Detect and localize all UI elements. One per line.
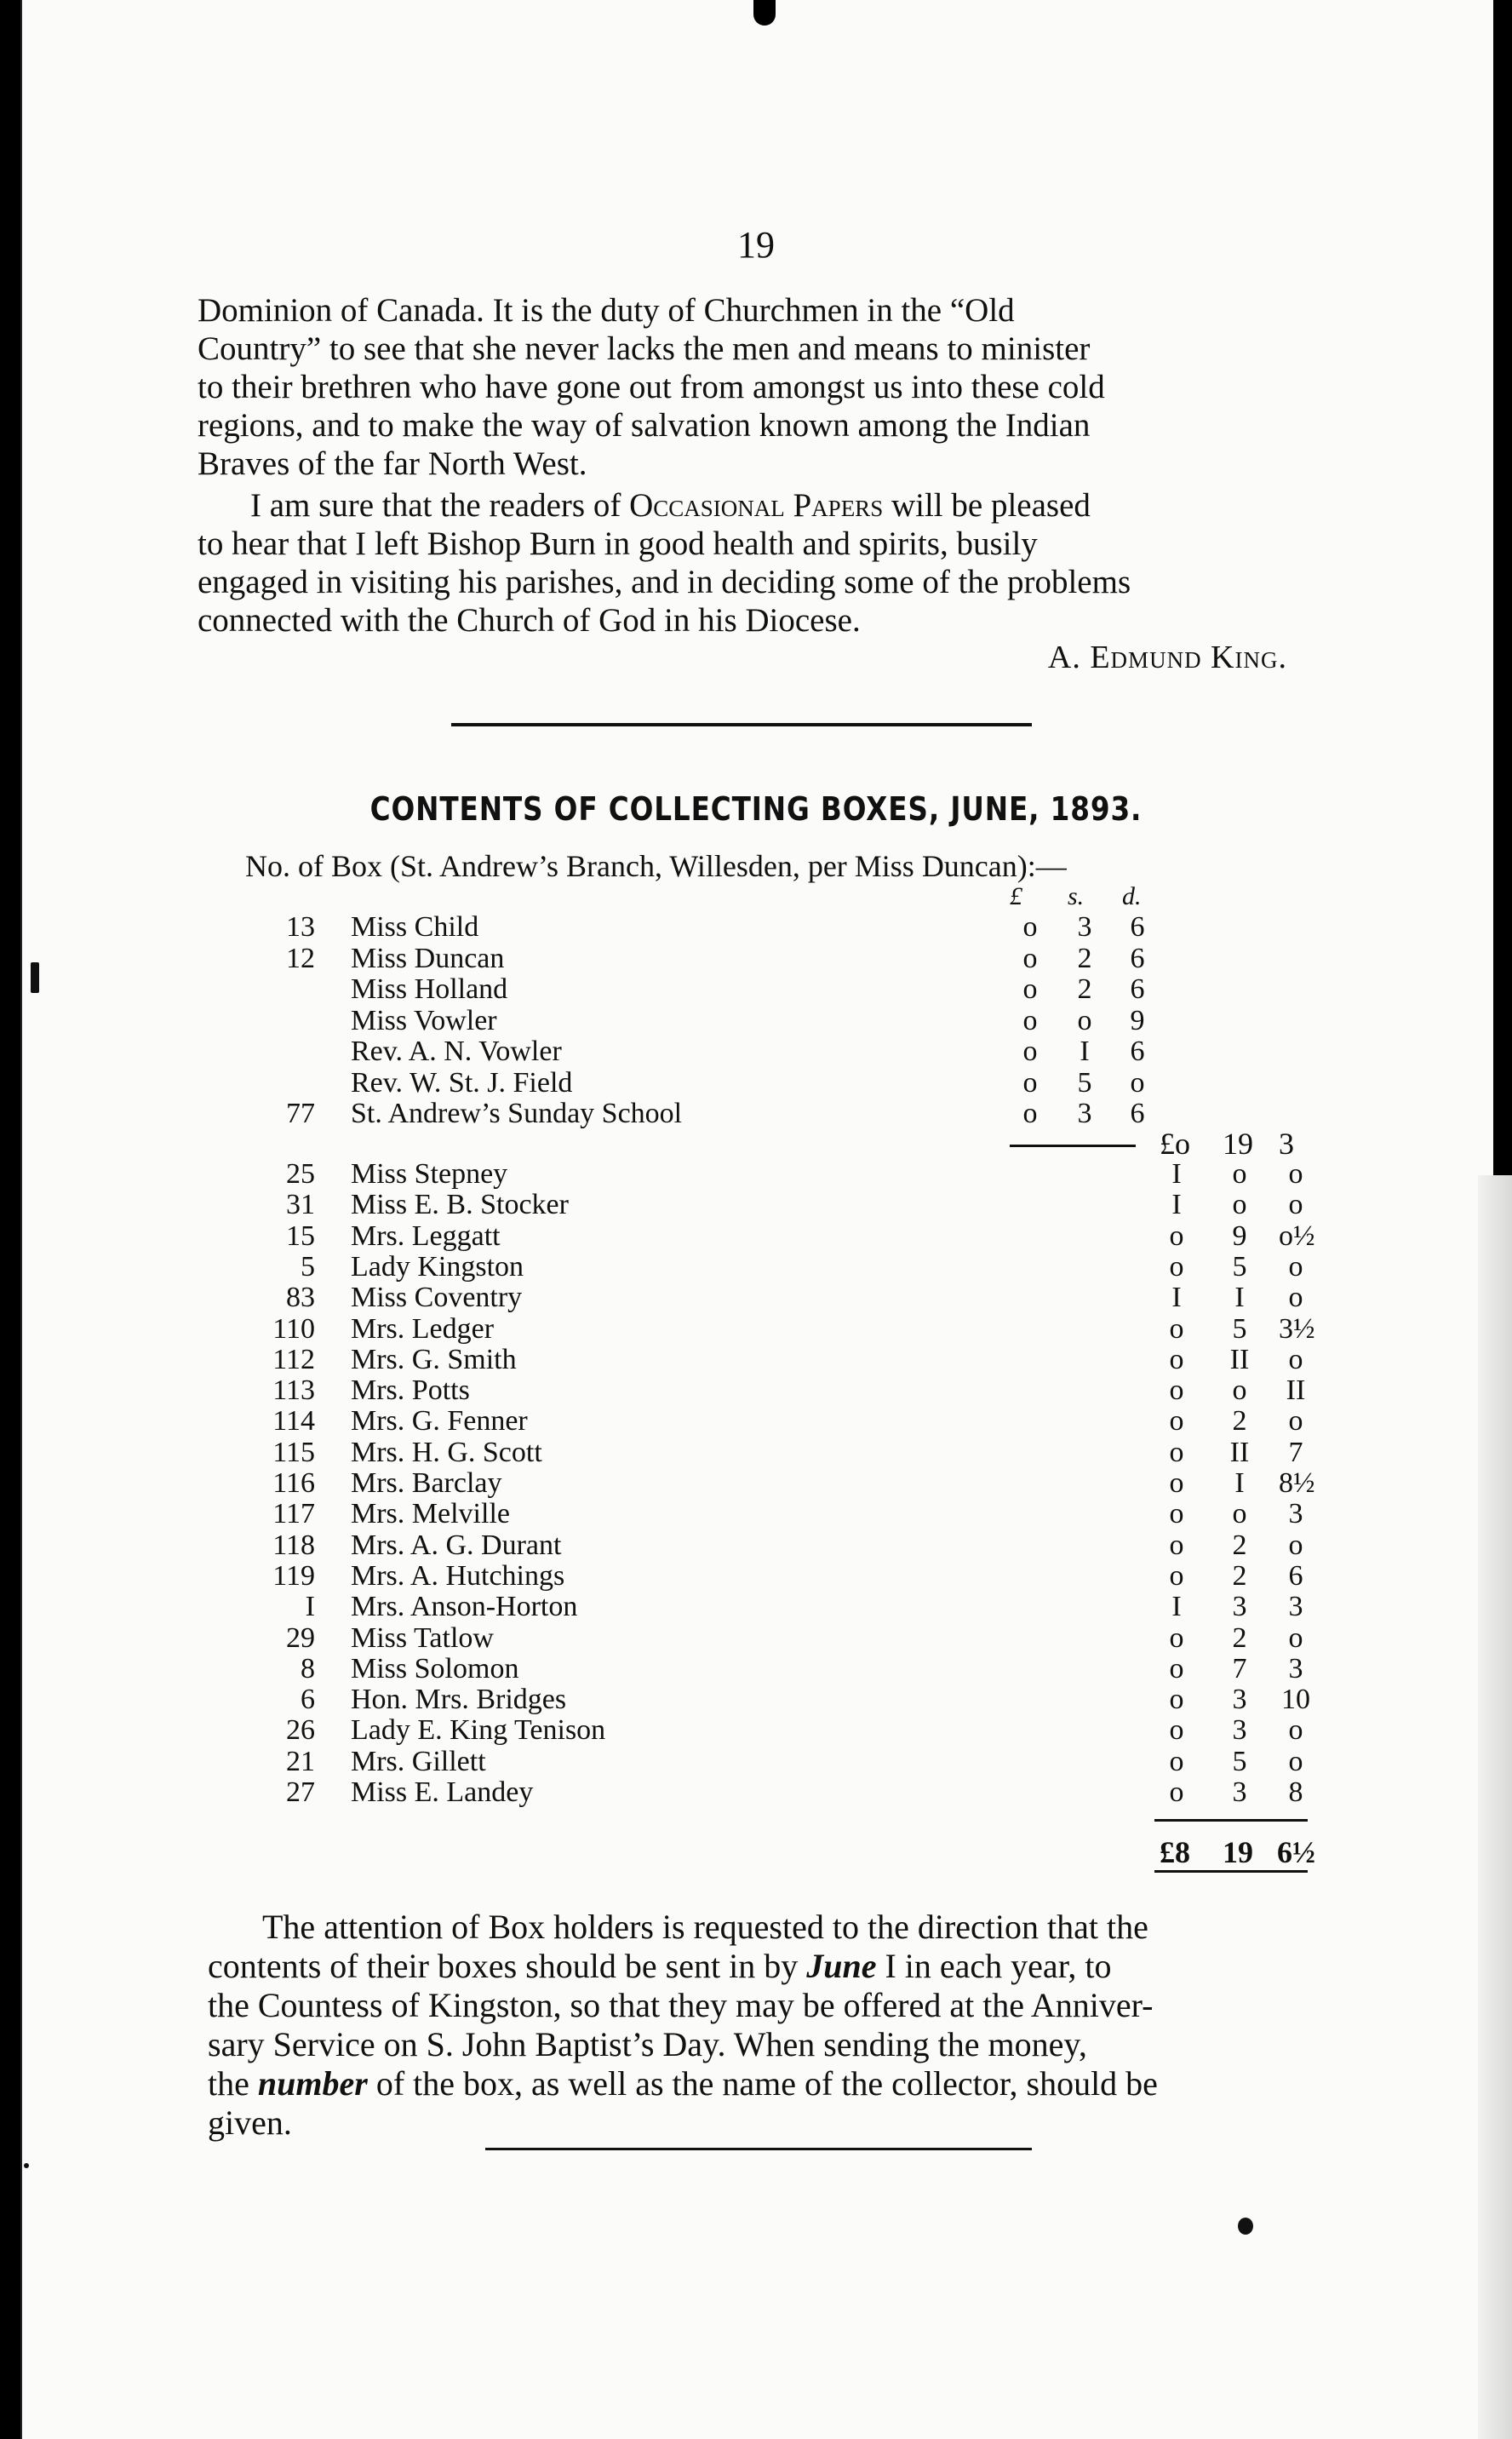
amount-pence: 6: [1130, 973, 1145, 1005]
amount-pounds: I: [1171, 1189, 1182, 1221]
box-number: 117: [272, 1498, 315, 1530]
amount-pence: o: [1288, 1529, 1303, 1561]
table-row: [0, 1067, 1512, 1098]
collector-name: Mrs. Anson-Horton: [351, 1591, 578, 1623]
box-number: 119: [272, 1559, 315, 1592]
col-pounds: £: [1010, 882, 1022, 910]
collector-name: Miss Solomon: [351, 1652, 519, 1684]
table-row: [0, 1220, 1512, 1251]
box-number: 115: [272, 1436, 315, 1468]
prose-line: engaged in visiting his parishes, and in deciding some of the problems: [198, 564, 1131, 600]
table-row: [0, 1036, 1512, 1066]
prose-line: connected with the Church of God in his Diocese.: [198, 602, 861, 639]
box-number: 27: [286, 1776, 315, 1808]
table-row: [0, 1591, 1512, 1621]
amount-pence: 6: [1130, 942, 1145, 974]
amount-pounds: o: [1022, 942, 1038, 974]
amount-pounds: o: [1169, 1714, 1184, 1747]
amount-shillings: 5: [1232, 1312, 1247, 1345]
table-row: [0, 1467, 1512, 1498]
collector-name: Miss Vowler: [351, 1004, 497, 1036]
amount-shillings: o: [1232, 1498, 1247, 1530]
amount-pence: II: [1286, 1374, 1306, 1407]
collector-name: Mrs. Ledger: [351, 1312, 495, 1345]
grand-total-underline: [1154, 1870, 1308, 1873]
amount-pence: 6: [1130, 1098, 1145, 1129]
binding-mark: [31, 962, 39, 993]
collector-name: Mrs. Barclay: [351, 1467, 502, 1499]
footer-line: The attention of Box holders is requested to the direction that the: [262, 1908, 1148, 1946]
amount-pence: o: [1288, 1745, 1303, 1777]
amount-shillings: 3: [1077, 911, 1092, 943]
grand-total-shillings: 19: [1223, 1835, 1253, 1869]
box-number: 31: [286, 1189, 315, 1221]
table-row: [0, 1653, 1512, 1684]
amount-pence: 3: [1288, 1498, 1303, 1530]
amount-pounds: o: [1169, 1621, 1184, 1654]
box-number: 12: [286, 942, 315, 974]
body-paragraph-1: [198, 291, 1304, 483]
body-paragraph-2: [198, 486, 1304, 640]
table-row: [0, 1344, 1512, 1374]
table-row: [0, 1313, 1512, 1344]
publication-title: Occasional Papers: [629, 487, 884, 524]
table-row: [0, 1189, 1512, 1220]
table-row: [0, 1529, 1512, 1560]
prose-line: Country” to see that she never lacks the men and means to minister: [198, 330, 1091, 367]
box-number: 6: [301, 1684, 315, 1716]
box-number: 110: [272, 1312, 315, 1345]
box-number: 25: [286, 1158, 315, 1190]
amount-pence: 8: [1288, 1776, 1303, 1808]
prose-line: to hear that I left Bishop Burn in good health and spirits, busily: [198, 525, 1038, 562]
table-row: [0, 1776, 1512, 1807]
table-row: [0, 1498, 1512, 1529]
collector-name: Mrs. Melville: [351, 1498, 510, 1530]
branch-total-shillings: 19: [1223, 1127, 1253, 1161]
table-row: [0, 1158, 1512, 1189]
amount-shillings: o: [1232, 1374, 1247, 1407]
footer-line: sary Service on S. John Baptist’s Day. When sending the money,: [208, 2025, 1087, 2063]
box-number: 29: [286, 1621, 315, 1654]
table-row: [0, 1560, 1512, 1591]
col-shillings: s.: [1068, 882, 1085, 910]
collector-name: Mrs. Potts: [351, 1374, 470, 1407]
amount-pounds: o: [1169, 1498, 1184, 1530]
table-row: [0, 943, 1512, 973]
amount-pence: o: [1288, 1250, 1303, 1283]
amount-shillings: o: [1232, 1189, 1247, 1221]
amount-shillings: II: [1229, 1343, 1250, 1375]
collector-name: St. Andrew’s Sunday School: [351, 1098, 683, 1129]
amount-pounds: o: [1169, 1343, 1184, 1375]
table-row: [0, 911, 1512, 942]
amount-shillings: 2: [1232, 1621, 1247, 1654]
col-pence: d.: [1122, 882, 1142, 910]
collector-name: Miss Holland: [351, 973, 508, 1005]
table-row: [0, 973, 1512, 1004]
footer-line: contents of their boxes should be sent in by June I in each year, to: [208, 1947, 1112, 1985]
amount-pounds: o: [1169, 1684, 1184, 1716]
table-row: [0, 1622, 1512, 1653]
collector-name: Miss Stepney: [351, 1158, 508, 1190]
amount-pounds: o: [1169, 1312, 1184, 1345]
amount-pence: 6: [1130, 911, 1145, 943]
collector-name: Mrs. Gillett: [351, 1745, 486, 1777]
table-row: [0, 1098, 1512, 1128]
prose-line: Dominion of Canada. It is the duty of Churchmen in the “Old: [198, 292, 1015, 329]
amount-pence: o: [1288, 1282, 1303, 1314]
amount-pence: 9: [1130, 1004, 1145, 1036]
amount-shillings: I: [1234, 1467, 1245, 1499]
amount-pence: 6: [1288, 1559, 1303, 1592]
signature: A. Edmund King.: [1047, 640, 1287, 675]
page-notch: [753, 0, 776, 26]
amount-pence: o: [1288, 1158, 1303, 1190]
collector-name: Miss E. Landey: [351, 1776, 534, 1808]
amount-shillings: 5: [1232, 1745, 1247, 1777]
amount-pence: o½: [1279, 1220, 1315, 1252]
amount-pounds: o: [1169, 1745, 1184, 1777]
amount-pence: o: [1288, 1189, 1303, 1221]
amount-shillings: 2: [1077, 973, 1092, 1005]
amount-pence: 8½: [1279, 1467, 1315, 1499]
prose-line: regions, and to make the way of salvation known among the Indian: [198, 407, 1091, 444]
table-row: [0, 1405, 1512, 1436]
grand-total-pence: 6½: [1277, 1835, 1315, 1869]
amount-pounds: o: [1022, 1066, 1038, 1099]
amount-shillings: I: [1080, 1036, 1090, 1067]
grand-total-rule: [1154, 1819, 1308, 1822]
amount-pence: o: [1288, 1714, 1303, 1747]
amount-pounds: o: [1169, 1529, 1184, 1561]
collector-name: Miss Coventry: [351, 1282, 523, 1314]
footer-line: given.: [208, 2103, 292, 2142]
box-number: 13: [286, 911, 315, 943]
collector-name: Miss Tatlow: [351, 1621, 494, 1654]
amount-pence: 7: [1288, 1436, 1303, 1468]
branch-total-pounds: £o: [1160, 1127, 1190, 1161]
footer-line: the number of the box, as well as the name of the collector, should be: [208, 2064, 1158, 2103]
table-row: [0, 1005, 1512, 1036]
box-number: 112: [272, 1343, 315, 1375]
amount-shillings: 2: [1232, 1405, 1247, 1438]
table-row: [0, 1746, 1512, 1776]
box-number: 26: [286, 1714, 315, 1747]
amount-pence: 3: [1288, 1591, 1303, 1623]
section-divider: [451, 723, 1032, 726]
prose-line: to their brethren who have gone out from amongst us into these cold: [198, 369, 1105, 405]
amount-pounds: I: [1171, 1158, 1182, 1190]
collector-name: Mrs. G. Fenner: [351, 1405, 528, 1438]
collector-name: Miss E. B. Stocker: [351, 1189, 569, 1221]
ink-speck: [24, 2163, 29, 2168]
box-number: 83: [286, 1282, 315, 1314]
box-number: 15: [286, 1220, 315, 1252]
amount-pence: 3½: [1279, 1312, 1315, 1345]
prose-line: I am sure that the readers of Occasional Papers will be pleased: [250, 487, 1091, 524]
amount-pounds: o: [1169, 1374, 1184, 1407]
amount-pence: 10: [1281, 1684, 1310, 1716]
amount-shillings: I: [1234, 1282, 1245, 1314]
table-row: [0, 1714, 1512, 1745]
amount-pounds: I: [1171, 1591, 1182, 1623]
amount-shillings: 2: [1232, 1529, 1247, 1561]
amount-shillings: 7: [1232, 1652, 1247, 1684]
amount-pence: o: [1288, 1405, 1303, 1438]
amount-shillings: 9: [1232, 1220, 1247, 1252]
amount-shillings: II: [1229, 1436, 1250, 1468]
amount-pounds: o: [1169, 1776, 1184, 1808]
amount-shillings: 3: [1232, 1684, 1247, 1716]
collector-name: Mrs. Leggatt: [351, 1220, 501, 1252]
collector-name: Miss Duncan: [351, 942, 505, 974]
amount-pounds: o: [1169, 1436, 1184, 1468]
collector-name: Mrs. A. G. Durant: [351, 1529, 562, 1561]
box-number: 21: [286, 1745, 315, 1777]
amount-shillings: 3: [1232, 1591, 1247, 1623]
amount-pounds: o: [1169, 1559, 1184, 1592]
amount-pounds: o: [1169, 1220, 1184, 1252]
table-row: [0, 1282, 1512, 1312]
amount-shillings: 2: [1077, 942, 1092, 974]
grand-total-pounds: £8: [1160, 1835, 1190, 1869]
amount-shillings: 3: [1077, 1098, 1092, 1129]
subtotal-rule: [1010, 1145, 1136, 1147]
amount-pounds: o: [1169, 1405, 1184, 1438]
box-number: 114: [272, 1405, 315, 1438]
box-number: 77: [286, 1098, 315, 1129]
box-number: I: [305, 1591, 315, 1623]
box-number: 113: [272, 1374, 315, 1407]
prose-line: Braves of the far North West.: [198, 445, 587, 482]
amount-pounds: I: [1171, 1282, 1182, 1314]
amount-pence: o: [1130, 1066, 1145, 1099]
amount-shillings: 5: [1077, 1066, 1092, 1099]
table-row: [0, 1437, 1512, 1467]
table-row: [0, 1374, 1512, 1405]
amount-pounds: o: [1169, 1250, 1184, 1283]
amount-shillings: 3: [1232, 1776, 1247, 1808]
footer-line: the Countess of Kingston, so that they may be offered at the Anniver-: [208, 1986, 1154, 2024]
table-subheading: No. of Box (St. Andrew’s Branch, Willesden, per Miss Duncan):—: [245, 849, 1067, 883]
collector-name: Rev. A. N. Vowler: [351, 1036, 562, 1067]
collector-name: Miss Child: [351, 911, 479, 943]
collector-name: Hon. Mrs. Bridges: [351, 1684, 567, 1716]
amount-pounds: o: [1022, 1098, 1038, 1129]
branch-total-pence: 3: [1279, 1127, 1294, 1161]
amount-shillings: o: [1077, 1004, 1092, 1036]
amount-pounds: o: [1169, 1467, 1184, 1499]
box-number: 5: [301, 1250, 315, 1283]
collector-name: Mrs. A. Hutchings: [351, 1559, 565, 1592]
collector-name: Rev. W. St. J. Field: [351, 1066, 573, 1099]
footer-note: [208, 1908, 1306, 2143]
box-number: 116: [272, 1467, 315, 1499]
box-number: 118: [272, 1529, 315, 1561]
amount-shillings: 2: [1232, 1559, 1247, 1592]
collector-name: Mrs. H. G. Scott: [351, 1436, 542, 1468]
page-number: 19: [737, 224, 775, 266]
amount-shillings: 3: [1232, 1714, 1247, 1747]
amount-shillings: 5: [1232, 1250, 1247, 1283]
amount-pence: 3: [1288, 1652, 1303, 1684]
collector-name: Mrs. G. Smith: [351, 1343, 517, 1375]
table-heading: CONTENTS OF COLLECTING BOXES, JUNE, 1893.: [369, 790, 1143, 828]
amount-pounds: o: [1169, 1652, 1184, 1684]
amount-pounds: o: [1022, 1004, 1038, 1036]
footer-divider: [485, 2148, 1032, 2150]
collector-name: Lady E. King Tenison: [351, 1714, 606, 1747]
amount-pounds: o: [1022, 973, 1038, 1005]
amount-pence: o: [1288, 1343, 1303, 1375]
table-row: [0, 1251, 1512, 1282]
amount-pounds: o: [1022, 911, 1038, 943]
box-number: 8: [301, 1652, 315, 1684]
collector-name: Lady Kingston: [351, 1250, 524, 1283]
amount-pence: o: [1288, 1621, 1303, 1654]
ink-speck: [1238, 2218, 1253, 2235]
table-row: [0, 1684, 1512, 1714]
amount-shillings: o: [1232, 1158, 1247, 1190]
amount-pounds: o: [1022, 1036, 1038, 1067]
amount-pence: 6: [1130, 1036, 1145, 1067]
